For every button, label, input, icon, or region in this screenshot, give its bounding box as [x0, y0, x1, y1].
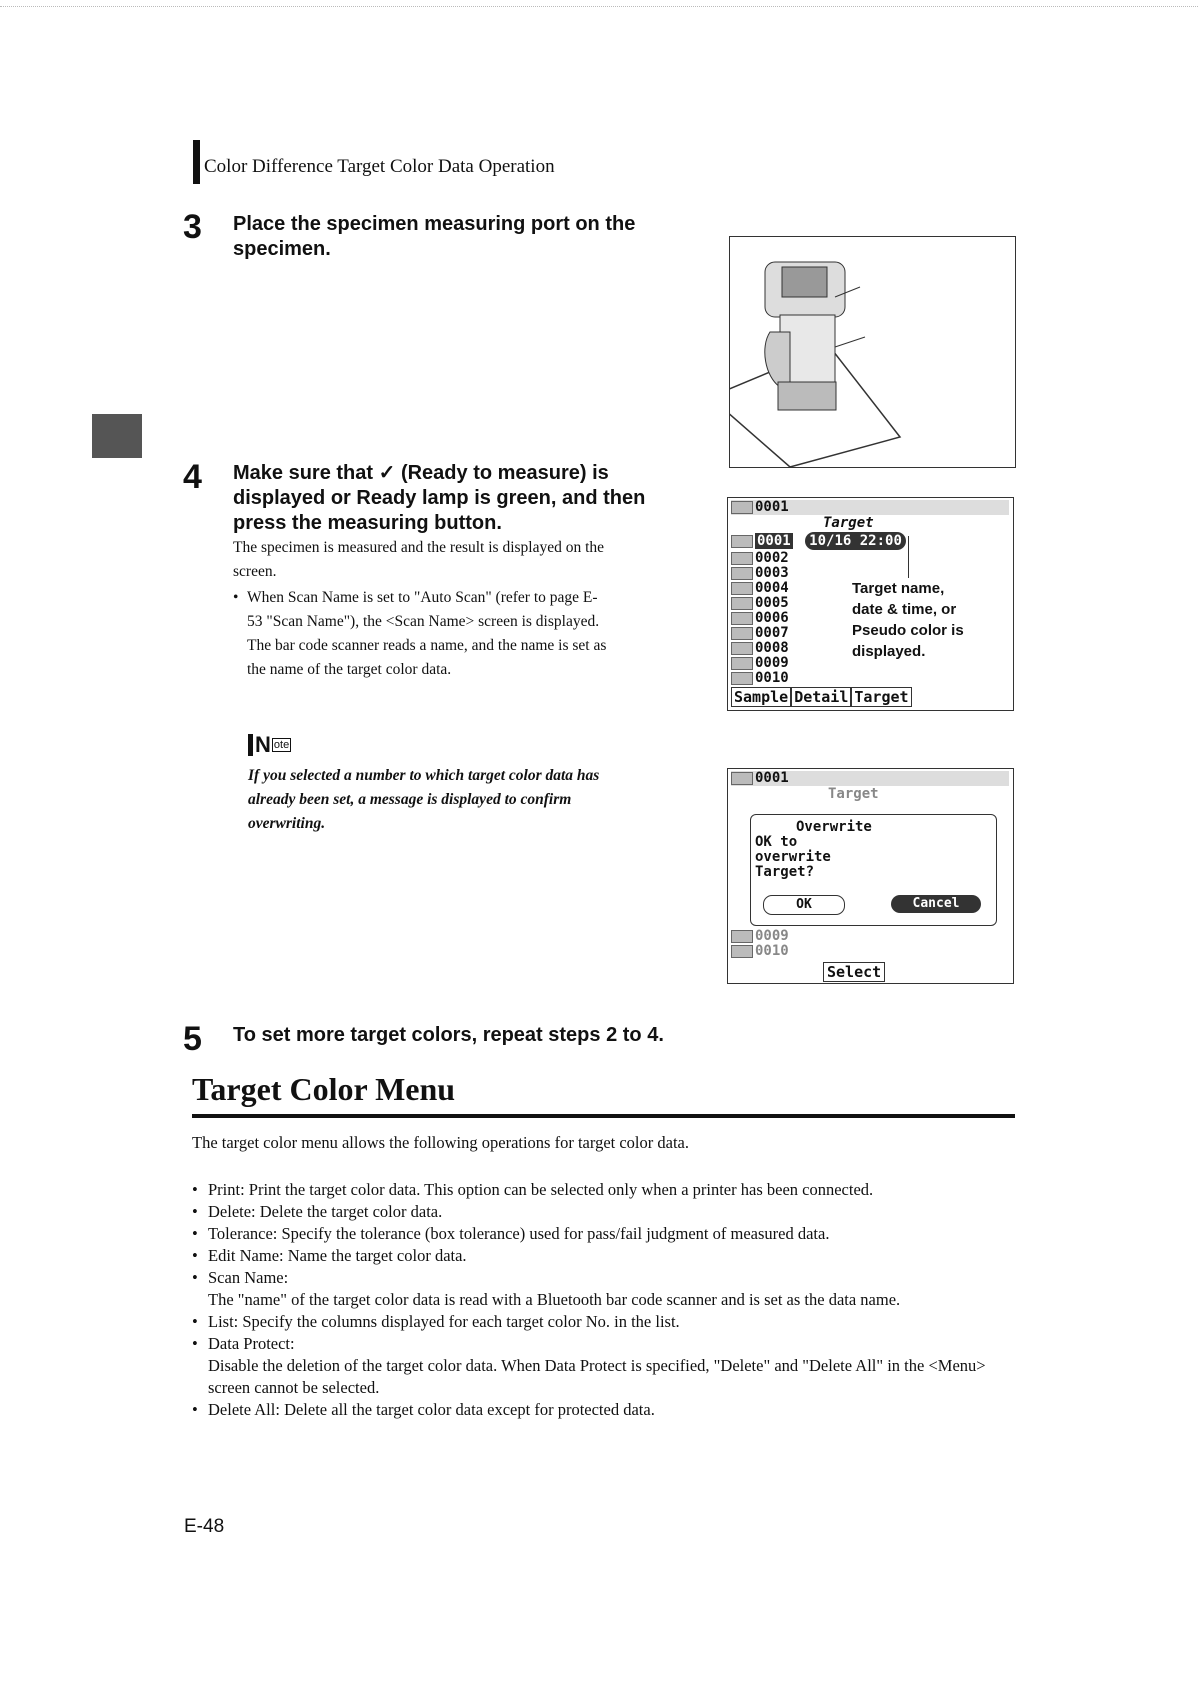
list-item [731, 944, 789, 959]
list-item [192, 1333, 1022, 1399]
menu-option-text: Tolerance: Specify the tolerance (box tolerance) used for pass/fail judgment of measured data. [208, 1224, 830, 1243]
menu-option-text: Print: Print the target color data. This option can be selected only when a printer has been connected. [208, 1180, 874, 1199]
lcd-top-row-id: 0001 [755, 499, 789, 515]
data-icon [731, 612, 753, 625]
menu-option-text: List: Specify the columns displayed for each target color No. in the list. [208, 1312, 680, 1331]
data-icon [731, 501, 753, 514]
list-item [731, 626, 789, 641]
ok-button[interactable]: OK [763, 895, 845, 915]
list-item [731, 929, 789, 944]
list-item [731, 581, 789, 596]
list-item-id: 0005 [755, 595, 789, 611]
dialog-message [755, 835, 831, 880]
bullet-glyph: • [233, 589, 239, 606]
callout-line-text: Target name, [852, 580, 945, 597]
data-icon [731, 945, 753, 958]
menu-option-text: Edit Name: Name the target color data. [208, 1246, 467, 1265]
detail-softkey[interactable]: Detail [791, 687, 851, 707]
note-line: overwriting. [248, 815, 326, 832]
list-item-id: 0002 [755, 550, 789, 566]
step-3-title-line: Place the specimen measuring port on the [233, 213, 636, 235]
list-item [731, 551, 789, 566]
lcd-target-list-screen [727, 497, 1014, 711]
list-item [192, 1399, 1022, 1421]
note-line: If you selected a number to which target color data has [248, 767, 600, 784]
note-label [248, 732, 291, 758]
data-icon [731, 672, 753, 685]
step-4-title-part: Make sure that [233, 462, 374, 484]
callout-line-text: date & time, or [852, 601, 957, 618]
data-icon [731, 772, 753, 785]
data-icon [731, 597, 753, 610]
lcd-overwrite-screen [727, 768, 1014, 984]
strap [835, 337, 865, 347]
data-icon [731, 657, 753, 670]
dialog-title: Overwrite [796, 819, 872, 835]
list-item [731, 656, 789, 671]
lcd-title: Target [828, 786, 879, 802]
body-line: screen. [233, 563, 277, 580]
data-icon [731, 642, 753, 655]
instrument-photo [729, 236, 1016, 468]
lcd-callout [852, 578, 964, 662]
list-item-id: 0004 [755, 580, 789, 596]
instrument-illustration [730, 237, 1015, 467]
list-item [192, 1267, 1022, 1311]
note-line: already been set, a message is displayed to confirm [248, 791, 572, 808]
note-label-small: ote [273, 739, 290, 751]
lcd-selected-row [731, 534, 906, 549]
step-3-title-line: specimen. [233, 238, 331, 260]
ready-to-measure-icon: ✓ [378, 462, 396, 484]
lcd-title: Target [823, 515, 874, 531]
data-icon [731, 552, 753, 565]
dialog-line: OK to [755, 834, 798, 850]
lcd-top-row [731, 771, 1009, 786]
lcd-softkeys [731, 688, 912, 706]
measuring-port [778, 382, 836, 410]
menu-option-text: Delete All: Delete all the target color data except for protected data. [208, 1400, 655, 1419]
list-item-id: 0003 [755, 565, 789, 581]
note-bar [248, 734, 253, 756]
lcd-selected-id: 0001 [757, 533, 791, 549]
lcd-datetime-badge: 10/16 22:00 [805, 532, 906, 550]
step-4-body [233, 536, 673, 584]
list-item [192, 1179, 1022, 1201]
callout-line-text: Pseudo color is [852, 622, 964, 639]
step-5-title: To set more target colors, repeat steps 2 to 4. [233, 1024, 664, 1046]
select-softkey[interactable]: Select [823, 962, 885, 982]
step-4-title-line: displayed or Ready lamp is green, and then [233, 487, 646, 509]
menu-option-text: Scan Name: [208, 1268, 289, 1287]
list-item-id: 0007 [755, 625, 789, 641]
list-item [731, 641, 789, 656]
callout-line-text: displayed. [852, 643, 926, 660]
list-item-id: 0009 [755, 655, 789, 671]
menu-option-text: Delete: Delete the target color data. [208, 1202, 443, 1221]
lcd-top-row [731, 500, 1009, 515]
list-item [731, 611, 789, 626]
cancel-button[interactable]: Cancel [891, 895, 981, 913]
note-label-big: N [255, 732, 271, 757]
target-softkey[interactable]: Target [851, 687, 911, 707]
callout-line [908, 536, 909, 578]
step-4-title-part: (Ready to measure) is [400, 462, 609, 484]
list-item-id: 0009 [755, 928, 789, 944]
overwrite-dialog [750, 814, 997, 926]
step-4-title-line [233, 461, 645, 486]
list-item [731, 566, 789, 581]
lcd-row-list [731, 929, 789, 959]
list-item [192, 1245, 1022, 1267]
menu-option-subtext: The "name" of the target color data is read with a Bluetooth bar code scanner and is set as the data name. [208, 1290, 901, 1309]
data-icon [731, 535, 753, 548]
instrument-display [782, 267, 827, 297]
step-4-bullet [233, 586, 673, 682]
list-item [192, 1201, 1022, 1223]
operator-hand [765, 332, 790, 387]
list-item [192, 1311, 1022, 1333]
lcd-top-row-id: 0001 [755, 770, 789, 786]
menu-option-subtext: Disable the deletion of the target color data. When Data Protect is specified, "Delete" and "Delete All" in the <Menu> screen cannot be selected. [208, 1356, 986, 1397]
list-item-id: 0006 [755, 610, 789, 626]
list-item-id: 0010 [755, 670, 789, 686]
menu-option-text: Data Protect: [208, 1334, 295, 1353]
list-item [731, 596, 789, 611]
list-item-id: 0008 [755, 640, 789, 656]
step-4-title [233, 461, 645, 536]
step-5-number: 5 [183, 1020, 202, 1058]
section-title: Target Color Menu [192, 1071, 456, 1107]
note-body [248, 764, 678, 836]
data-icon [731, 930, 753, 943]
page-number: E-48 [184, 1516, 225, 1537]
side-tab-marker [92, 414, 142, 458]
scan-edge-line [0, 6, 1198, 7]
data-icon [731, 627, 753, 640]
data-icon [731, 582, 753, 595]
bullet-line: 53 "Scan Name"), the <Scan Name> screen is displayed. [247, 613, 600, 630]
section-header [193, 150, 555, 184]
dialog-line: Target? [755, 864, 815, 880]
lcd-row-list [731, 551, 789, 686]
section-intro: The target color menu allows the following operations for target color data. [192, 1133, 689, 1152]
header-bar [193, 140, 200, 184]
list-item [731, 671, 789, 686]
section-header-text: Color Difference Target Color Data Operation [204, 156, 555, 177]
bullet-line: When Scan Name is set to "Auto Scan" (refer to page E- [247, 589, 598, 606]
dialog-line: overwrite [755, 849, 831, 865]
bullet-line: The bar code scanner reads a name, and the name is set as [247, 637, 607, 654]
sample-softkey[interactable]: Sample [731, 687, 791, 707]
step-3-number: 3 [183, 208, 202, 246]
list-item [192, 1223, 1022, 1245]
menu-option-list [192, 1179, 1022, 1421]
step-4-title-line: press the measuring button. [233, 512, 502, 534]
step-3-title [233, 212, 635, 262]
list-item-id: 0010 [755, 943, 789, 959]
bullet-line: the name of the target color data. [247, 661, 452, 678]
section-rule [192, 1114, 1015, 1118]
step-4-number: 4 [183, 458, 202, 496]
data-icon [731, 567, 753, 580]
body-line: The specimen is measured and the result is displayed on the [233, 539, 605, 556]
